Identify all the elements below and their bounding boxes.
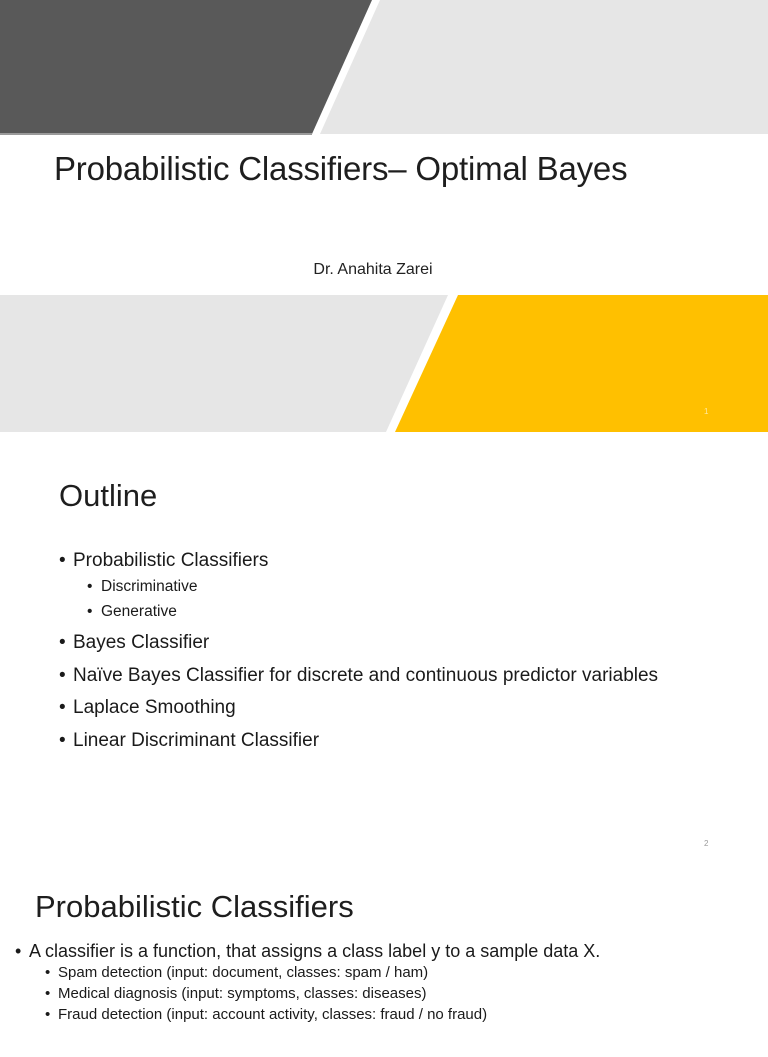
- slide-3-bullet-list: [15, 939, 600, 1026]
- example-bullet: • Spam detection (input: document, classes: spam / ham): [45, 963, 600, 984]
- yellow-accent-shape: [395, 295, 768, 432]
- outline-subitem: • Discriminative: [87, 577, 658, 602]
- outline-item: • Naïve Bayes Classifier for discrete and continuous predictor variables: [59, 664, 658, 697]
- light-gray-shape-bottom: [0, 295, 448, 432]
- slide-number: 1: [704, 407, 709, 416]
- example-bullet: • Fraud detection (input: account activity, classes: fraud / no fraud): [45, 1005, 600, 1026]
- dark-gray-shape: [0, 0, 372, 134]
- slide-2-outline: [0, 433, 768, 857]
- light-gray-shape: [320, 0, 768, 134]
- outline-item: • Bayes Classifier: [59, 631, 658, 664]
- slide-1-title: [0, 0, 768, 433]
- example-bullet: • Medical diagnosis (input: symptoms, classes: diseases): [45, 984, 600, 1005]
- outline-title: Outline: [59, 478, 158, 513]
- outline-subitem: • Generative: [87, 602, 658, 631]
- bottom-decorative-band: [0, 295, 768, 433]
- outline-item: • Linear Discriminant Classifier: [59, 729, 658, 762]
- outline-item: • Laplace Smoothing: [59, 696, 658, 729]
- slide-1-title-text: Probabilistic Classifiers– Optimal Bayes: [54, 150, 628, 187]
- outline-item: • Probabilistic Classifiers: [59, 549, 658, 577]
- slide-3-probabilistic-classifiers: [0, 857, 768, 1057]
- outline-bullet-list: [59, 549, 658, 761]
- definition-bullet: • A classifier is a function, that assigns a class label y to a sample data X.: [15, 939, 600, 963]
- slide-3-title: Probabilistic Classifiers: [35, 889, 354, 924]
- slide-number: 2: [704, 839, 709, 848]
- author-name: Dr. Anahita Zarei: [313, 261, 433, 278]
- top-decorative-band: [0, 0, 768, 135]
